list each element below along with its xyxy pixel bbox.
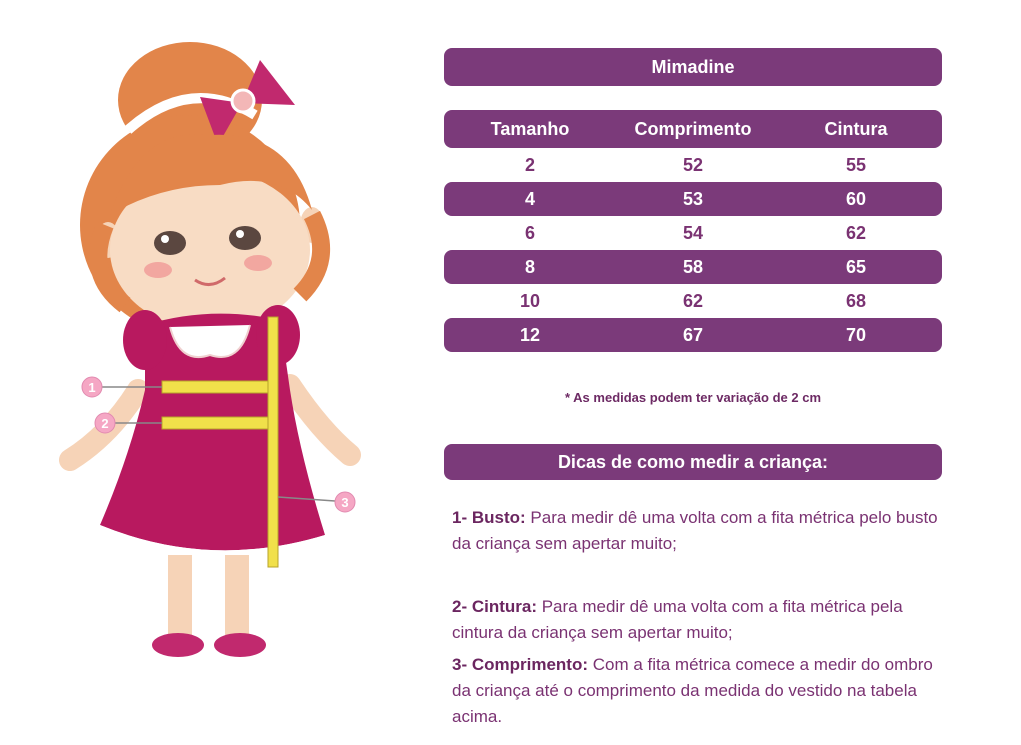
- cell-comprimento: 67: [682, 325, 704, 345]
- cell-cintura: 60: [845, 189, 867, 209]
- tip-comprimento: [452, 652, 952, 730]
- table-row: [444, 250, 942, 284]
- table-row: [444, 284, 942, 318]
- length-tape: [268, 317, 278, 567]
- cell-cintura: 70: [845, 325, 867, 345]
- cell-tamanho: 10: [519, 291, 541, 311]
- brand-title-bar: [444, 48, 942, 86]
- tips-title: Dicas de como medir a criança:: [557, 452, 829, 472]
- waist-tape: [162, 417, 274, 429]
- variation-note: * As medidas podem ter variação de 2 cm: [564, 390, 821, 405]
- cell-cintura: 62: [845, 223, 867, 243]
- table-row: [444, 182, 942, 216]
- bust-tape: [162, 381, 274, 393]
- cell-cintura: 65: [845, 257, 867, 277]
- tip-label: 2- Cintura:: [452, 597, 537, 616]
- size-table: [444, 110, 942, 352]
- tip-cintura: [452, 594, 952, 646]
- tip-text: Para medir dê uma volta com a fita métrica pela cintura da criança sem apertar muito;: [452, 597, 903, 642]
- header-comprimento: Comprimento: [634, 119, 752, 139]
- cell-tamanho: 6: [524, 223, 535, 243]
- girl-measurement-illustration: [50, 35, 380, 685]
- cell-comprimento: 58: [682, 257, 704, 277]
- cell-tamanho: 12: [519, 325, 541, 345]
- table-header-row: [444, 110, 942, 148]
- cell-comprimento: 52: [682, 155, 704, 175]
- cell-tamanho: 8: [524, 257, 535, 277]
- table-row: [444, 148, 942, 182]
- header-cintura: Cintura: [824, 119, 888, 139]
- cell-comprimento: 53: [682, 189, 704, 209]
- table-row: [444, 318, 942, 352]
- cell-tamanho: 4: [524, 189, 535, 209]
- tip-text: Com a fita métrica comece a medir do ombro da criança até o comprimento da medida do vestido na tabela acima.: [452, 655, 933, 726]
- table-row: [444, 216, 942, 250]
- tip-busto: [452, 505, 952, 557]
- tip-label: 1- Busto:: [452, 508, 526, 527]
- tip-text: Para medir dê uma volta com a fita métrica pelo busto da criança sem apertar muito;: [452, 508, 938, 553]
- tips-title-bar: [444, 444, 942, 480]
- cell-cintura: 55: [845, 155, 867, 175]
- cell-comprimento: 54: [682, 223, 704, 243]
- marker-1-label: 1: [88, 380, 96, 395]
- brand-title: Mimadine: [651, 57, 735, 77]
- tip-label: 3- Comprimento:: [452, 655, 588, 674]
- header-tamanho: Tamanho: [490, 119, 570, 139]
- cell-comprimento: 62: [682, 291, 704, 311]
- marker-3-label: 3: [341, 495, 349, 510]
- cell-cintura: 68: [845, 291, 867, 311]
- cell-tamanho: 2: [524, 155, 535, 175]
- marker-2-label: 2: [101, 416, 109, 431]
